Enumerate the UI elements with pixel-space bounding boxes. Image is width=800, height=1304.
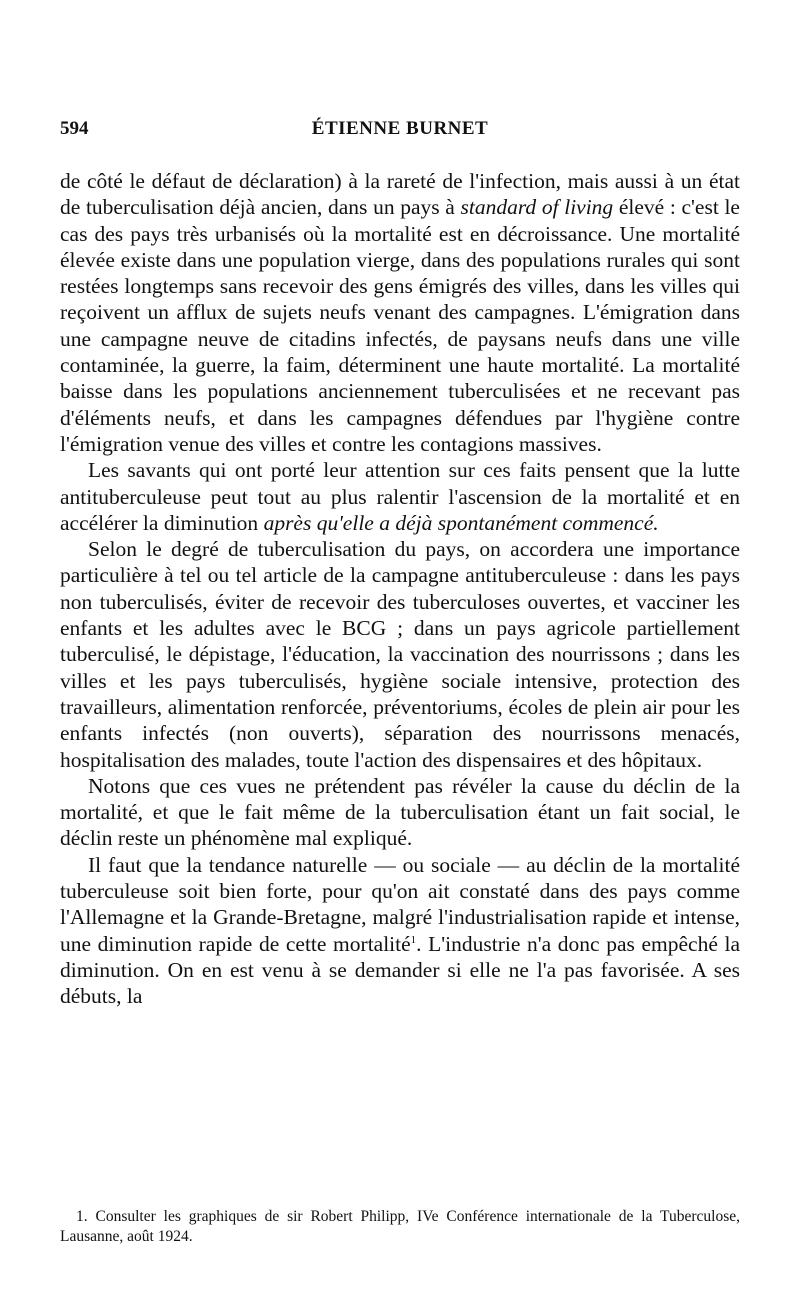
page-header <box>60 118 740 150</box>
text-run: élevé : c'est le cas des pays très urbanisés où la mortalité est en décroissance. Une mortalité élevée existe dans une population vierge, dans des populations rurales qui sont restées longtemps sans recevoir des gens émigrés des villes, dans les villes qui reçoivent un afflux de sujets neufs venant des campagnes. L'émigration dans une campagne neuve de citadins infectés, de paysans neufs dans une ville contaminée, la guerre, la faim, déterminent une haute mortalité. La mortalité baisse dans les populations anciennement tuberculisées et ne recevant pas d'éléments neufs, et dans les campagnes défendues par l'hygiène contre l'émigration venue des villes et contre les contagions massives. <box>60 195 740 456</box>
italic-text-run: après qu'elle a déjà spontanément commencé. <box>263 510 659 535</box>
footnote-text: Consulter les graphiques de sir Robert Philipp, IVe Conférence internationale de la Tuberculose, Lausanne, août 1924. <box>60 1208 740 1245</box>
paragraph <box>60 536 740 773</box>
text-run: Les savants qui ont porté leur attention sur ces faits pensent que la lutte antituberculeuse peut tout au plus ralentir l'ascension de la mortalité et en accélérer la diminution <box>60 458 740 535</box>
paragraph <box>60 852 740 1010</box>
text-run: Notons que ces vues ne prétendent pas révéler la cause du déclin de la mortalité, et que le fait même de la tuberculisation étant un fait social, le déclin reste un phénomène mal expliqué. <box>60 773 740 851</box>
paragraph <box>60 773 740 852</box>
footnote <box>60 1207 740 1247</box>
text-run: . L'industrie n'a donc pas empêché la diminution. On en est venu à se demander si elle ne l'a pas favorisée. A ses débuts, la <box>60 931 740 1009</box>
paragraph <box>60 168 740 457</box>
book-page <box>60 118 740 1010</box>
text-run: Il faut que la tendance naturelle — ou sociale — au déclin de la mortalité tuberculeuse soit bien forte, pour qu'on ait constaté dans des pays comme l'Allemagne et la Grande-Bretagne, malgré l'industrialisation rapide et intense, une diminution rapide de cette mortalité <box>60 852 740 956</box>
text-run: Selon le degré de tuberculisation du pays, on accordera une importance particulière à tel ou tel article de la campagne antituberculeuse : dans les pays non tuberculisés, éviter de recevoir des tuberculoses ouvertes, et vacciner les enfants et les adultes avec le BCG ; dans un pays agricole partiellement tuberculisé, le dépistage, l'éducation, la vaccination des nourrissons ; dans les villes et les pays tuberculisés, hygiène sociale intensive, protection des travailleurs, alimentation renforcée, préventoriums, écoles de plein air pour les enfants infectés (non ouverts), séparation des nourrissons menacés, hospitalisation des malades, toute l'action des dispensaires et des hôpitaux. <box>60 537 740 772</box>
footnote-marker: 1. <box>76 1208 88 1225</box>
paragraph <box>60 457 740 536</box>
italic-text-run: standard of living <box>460 195 614 220</box>
running-title: ÉTIENNE BURNET <box>311 118 489 139</box>
footnotes <box>60 1207 740 1247</box>
footnote-reference[interactable]: 1 <box>410 933 417 946</box>
body-text <box>60 168 740 1010</box>
page-number: 594 <box>60 118 89 139</box>
text-run: de côté le défaut de déclaration) à la rareté de l'infection, mais aussi à un état de tuberculisation déjà ancien, dans un pays à <box>60 169 740 220</box>
